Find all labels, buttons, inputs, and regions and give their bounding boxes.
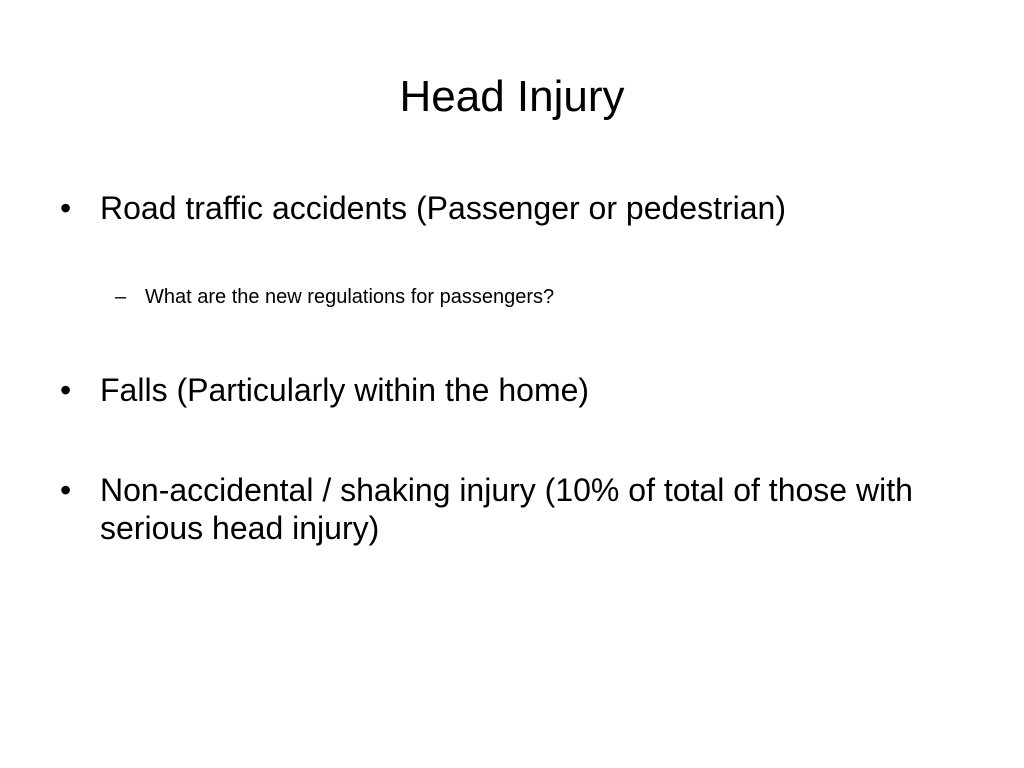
bullet-item [60, 371, 940, 409]
sub-bullet-text: What are the new regulations for passengers? [145, 286, 555, 308]
bullet-item [60, 189, 940, 227]
bullet-text: Road traffic accidents (Passenger or pedestrian) [100, 190, 786, 226]
bullet-item [60, 471, 940, 547]
sub-bullet-item [115, 284, 915, 310]
sub-bullet-marker: – [115, 286, 127, 308]
slide-title: Head Injury [399, 72, 625, 121]
bullet-text: Non-accidental / shaking injury (10% of total of those with serious head injury) [100, 472, 913, 546]
bullet-marker: • [60, 190, 72, 226]
bullet-text: Falls (Particularly within the home) [100, 372, 590, 408]
bullet-marker: • [60, 372, 72, 408]
bullet-marker: • [60, 472, 72, 508]
